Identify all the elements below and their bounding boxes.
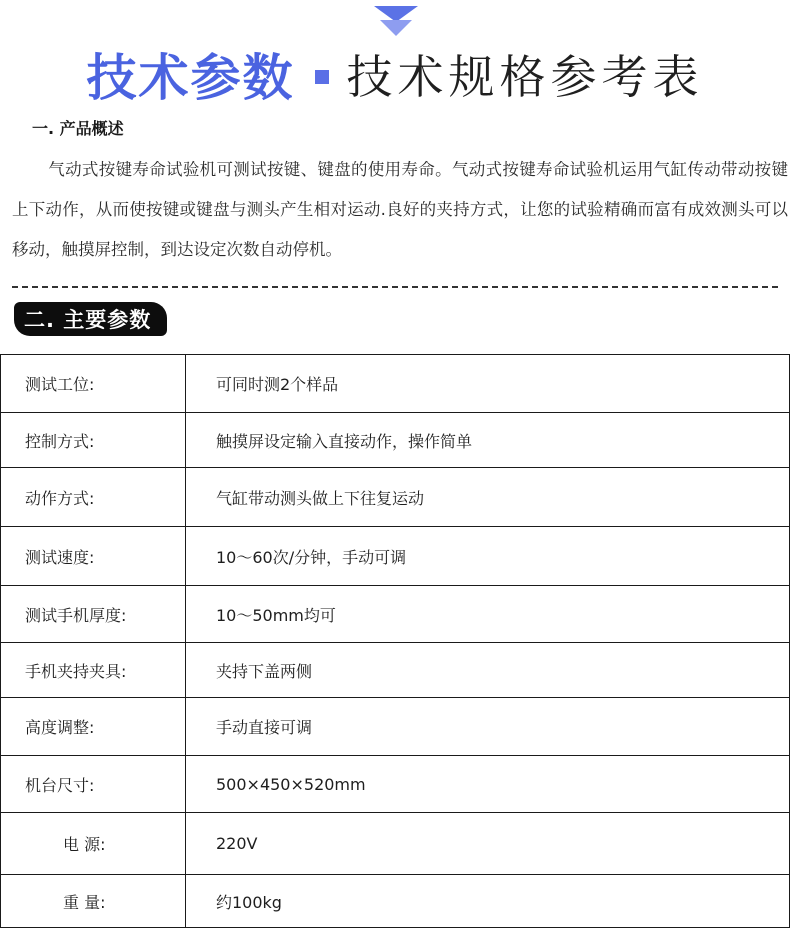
spec-value: 手动直接可调	[186, 698, 790, 756]
spec-value: 10～50mm均可	[186, 586, 790, 643]
table-row	[1, 813, 790, 875]
spec-label: 重 量:	[1, 875, 186, 928]
header-title-main: 技术参数	[86, 49, 295, 107]
spec-label: 高度调整:	[1, 698, 186, 756]
header-separator-dot	[315, 70, 329, 84]
spec-label: 手机夹持夹具:	[1, 643, 186, 698]
section-params-badge	[14, 302, 167, 336]
spec-label: 动作方式:	[1, 468, 186, 527]
table-row	[1, 355, 790, 413]
spec-label: 电 源:	[1, 813, 186, 875]
spec-label: 测试手机厚度:	[1, 586, 186, 643]
spec-value: 约100kg	[186, 875, 790, 928]
spec-value: 220V	[186, 813, 790, 875]
spec-label: 测试工位:	[1, 355, 186, 413]
page-header	[0, 40, 790, 108]
table-row	[1, 586, 790, 643]
header-title-sub: 技术规格参考表	[346, 50, 704, 104]
table-row	[1, 643, 790, 698]
table-row	[1, 468, 790, 527]
double-chevron-down-icon	[374, 6, 418, 40]
dashed-divider	[12, 286, 778, 288]
spec-table	[0, 354, 790, 928]
table-row	[1, 875, 790, 928]
spec-value: 触摸屏设定输入直接动作，操作简单	[186, 413, 790, 468]
table-row	[1, 756, 790, 813]
section-overview-title: 一. 产品概述	[32, 119, 124, 138]
spec-value: 可同时测2个样品	[186, 355, 790, 413]
spec-value: 气缸带动测头做上下往复运动	[186, 468, 790, 527]
product-description: 气动式按键寿命试验机可测试按键、键盘的使用寿命。气动式按键寿命试验机运用气缸传动带动按键上下动作，从而使按键或键盘与测头产生相对运动.良好的夹持方式，让您的试验精确而富有成效测头可以移动，触摸屏控制，到达设定次数自动停机。	[12, 160, 788, 259]
table-row	[1, 527, 790, 586]
spec-label: 机台尺寸:	[1, 756, 186, 813]
spec-label: 测试速度:	[1, 527, 186, 586]
section-params-title: 二. 主要参数	[24, 308, 152, 332]
spec-value: 10～60次/分钟，手动可调	[186, 527, 790, 586]
table-row	[1, 413, 790, 468]
table-row	[1, 698, 790, 756]
spec-value: 500×450×520mm	[186, 756, 790, 813]
spec-label: 控制方式:	[1, 413, 186, 468]
spec-value: 夹持下盖两侧	[186, 643, 790, 698]
